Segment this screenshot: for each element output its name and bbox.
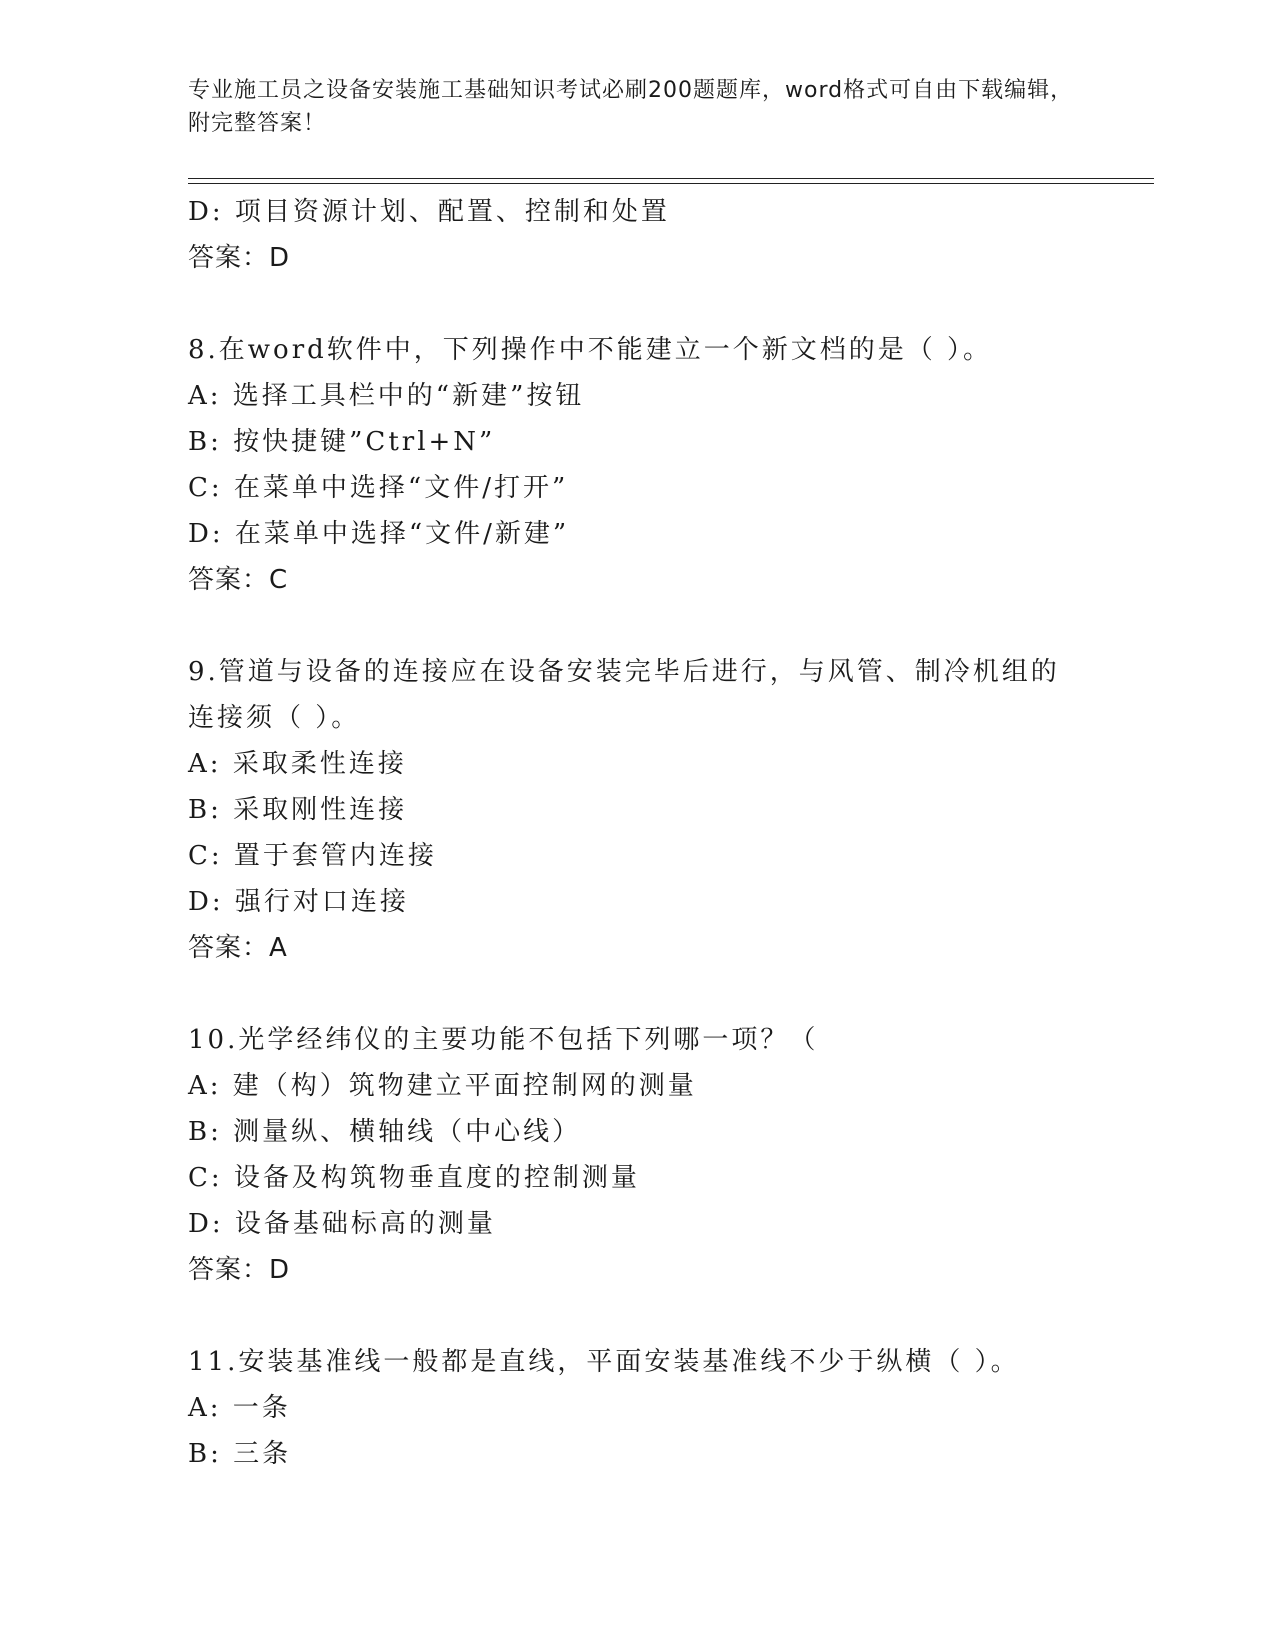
header-rule-bottom [188, 183, 1154, 184]
answer-line: 答案：A [188, 933, 288, 963]
question-text: 10.光学经纬仪的主要功能不包括下列哪一项？（ [188, 1025, 819, 1055]
option-line: B: 测量纵、横轴线（中心线） [188, 1117, 582, 1147]
option-line: A: 建（构）筑物建立平面控制网的测量 [188, 1071, 697, 1101]
header-rule-top [188, 178, 1154, 179]
option-line: A: 采取柔性连接 [188, 749, 407, 779]
option-line: D: 设备基础标高的测量 [188, 1209, 496, 1239]
spacer [188, 281, 1148, 327]
spacer [188, 1293, 1148, 1339]
option-line: D: 强行对口连接 [188, 887, 409, 917]
document-body [188, 189, 1148, 1477]
option-line: B: 三条 [188, 1439, 292, 1469]
option-line: C: 设备及构筑物垂直度的控制测量 [188, 1163, 640, 1193]
document-header: 专业施工员之设备安装施工基础知识考试必刷200题题库，word格式可自由下载编辑，附完整答案！ [188, 78, 1074, 136]
question-text: 9.管道与设备的连接应在设备安装完毕后进行，与风管、制冷机组的 [188, 657, 1060, 687]
option-line: D: 项目资源计划、配置、控制和处置 [188, 197, 670, 227]
option-line: B: 按快捷键”Ctrl+N” [188, 427, 496, 457]
option-line: C: 在菜单中选择“文件/打开” [188, 473, 569, 503]
spacer [188, 971, 1148, 1017]
answer-line: 答案：D [188, 243, 291, 273]
option-line: A: 选择工具栏中的“新建”按钮 [188, 381, 585, 411]
spacer [188, 603, 1148, 649]
option-line: C: 置于套管内连接 [188, 841, 437, 871]
question-text: 8.在word软件中，下列操作中不能建立一个新文档的是（ ）。 [188, 335, 993, 365]
option-line: D: 在菜单中选择“文件/新建” [188, 519, 570, 549]
answer-line: 答案：D [188, 1255, 291, 1285]
question-text: 11.安装基准线一般都是直线，平面安装基准线不少于纵横（ ）。 [188, 1347, 1020, 1377]
option-line: A: 一条 [188, 1393, 291, 1423]
answer-line: 答案：C [188, 565, 289, 595]
option-line: B: 采取刚性连接 [188, 795, 408, 825]
question-text: 连接须（ ）。 [188, 703, 361, 733]
